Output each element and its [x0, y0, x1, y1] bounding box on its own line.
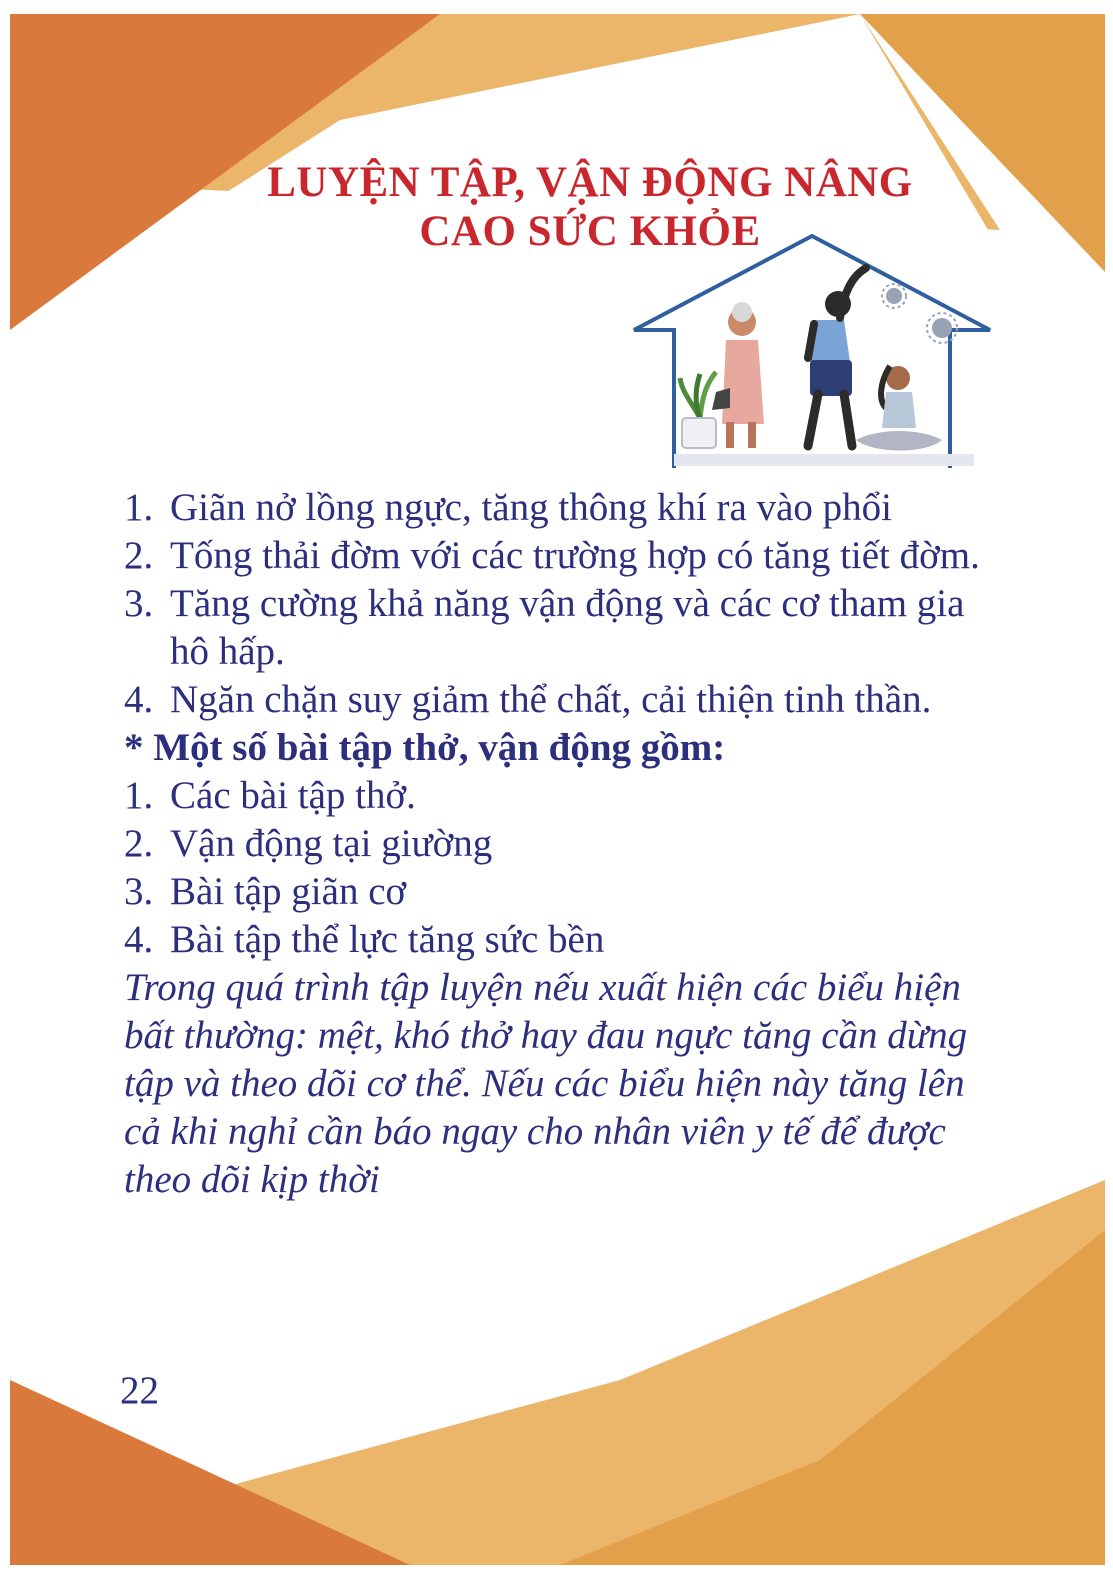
- page-number: 22: [120, 1369, 159, 1412]
- benefit-number: 4.: [124, 678, 154, 721]
- woman-meditating-figure: [856, 366, 942, 451]
- exercise-text: Bài tập thể lực tăng sức bền: [170, 918, 605, 961]
- benefit-number: 3.: [124, 582, 154, 625]
- exercise-text: Bài tập giãn cơ: [170, 870, 407, 913]
- exercise-item: [124, 772, 1004, 820]
- exercises-heading: * Một số bài tập thở, vận động gồm:: [124, 726, 726, 769]
- content-body: [124, 484, 1004, 1204]
- exercises-list: [124, 772, 1004, 964]
- benefit-item: [124, 676, 1004, 724]
- benefits-list: [124, 484, 1004, 724]
- exercise-text: Các bài tập thở.: [170, 774, 416, 817]
- exercise-number: 3.: [124, 870, 154, 913]
- exercise-item: [124, 820, 1004, 868]
- benefit-number: 2.: [124, 534, 154, 577]
- benefit-text: Ngăn chặn suy giảm thể chất, cải thiện tinh thần.: [170, 678, 932, 721]
- exercise-item: [124, 868, 1004, 916]
- virus-icon: [882, 284, 906, 308]
- exercise-number: 2.: [124, 822, 154, 865]
- benefit-number: 1.: [124, 486, 154, 529]
- exercise-number: 1.: [124, 774, 154, 817]
- exercise-number: 4.: [124, 918, 154, 961]
- potted-plant-icon: [680, 372, 716, 448]
- floor-mat: [674, 454, 974, 466]
- warning-note: Trong quá trình tập luyện nếu xuất hiện các biểu hiện bất thường: mệt, khó thở hay đau ngực tăng cần dừng tập và theo dõi cơ thể. Nếu các biểu hiện này tăng lên cả khi nghỉ cần báo ngay cho nhân viên y tế để được theo dõi kịp thời: [124, 966, 968, 1201]
- man-stretching-figure: [808, 268, 866, 446]
- benefit-item: [124, 484, 1004, 532]
- benefit-text: Tăng cường khả năng vận động và các cơ tham gia hô hấp.: [170, 582, 965, 673]
- exercise-item: [124, 916, 1004, 964]
- benefit-item: [124, 580, 1004, 676]
- elderly-woman-figure: [712, 302, 764, 448]
- exercise-text: Vận động tại giường: [170, 822, 493, 865]
- title-line-2: CAO SỨC KHỎE: [419, 208, 761, 255]
- title-line-1: LUYỆN TẬP, VẬN ĐỘNG NÂNG: [267, 159, 913, 206]
- home-exercise-illustration: [630, 232, 996, 472]
- benefit-text: Giãn nở lồng ngực, tăng thông khí ra vào phổi: [170, 486, 892, 529]
- benefit-text: Tống thải đờm với các trường hợp có tăng tiết đờm.: [170, 534, 980, 577]
- benefit-item: [124, 532, 1004, 580]
